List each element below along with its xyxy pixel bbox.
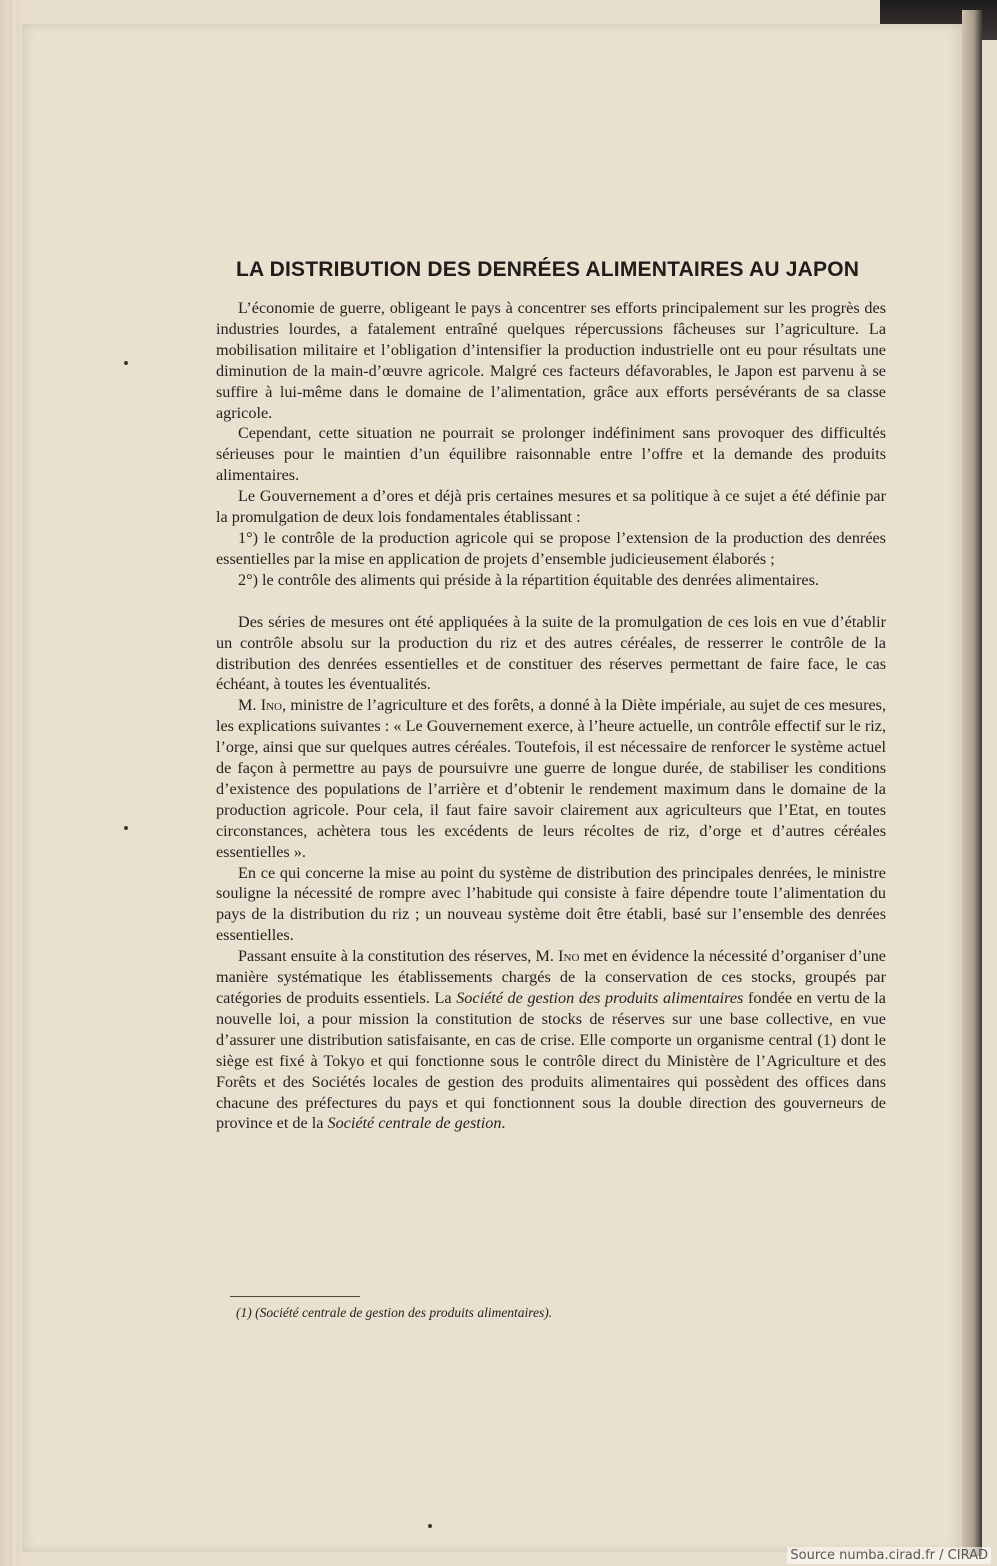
paragraph: En ce qui concerne la mise au point du système de distribution des principales denrées, le ministre souligne la nécessité de rompre avec l’habitude qui consiste à faire dépendre toute l’alimentation du pays de la distribution du riz ; un nouveau système doit être établi, basé sur l’ensemble des denrées essentielles. (216, 863, 886, 945)
paragraph (216, 946, 886, 1134)
source-credit: Source numba.cirad.fr / CIRAD (787, 1547, 991, 1564)
text-span: Passant ensuite à la constitution des réserves, M. (238, 947, 559, 966)
paragraph (216, 695, 886, 862)
paragraph: Cependant, cette situation ne pourrait se prolonger indéfiniment sans provoquer des difficultés sérieuses pour le maintien d’un équilibre raisonnable entre l’offre et la demande des produits alimentaires. (216, 424, 886, 485)
footnote: (1) (Société centrale de gestion des produits alimentaires). (236, 1305, 553, 1320)
margin-mark (428, 1524, 432, 1528)
page-right-edge (962, 10, 982, 1556)
paragraph: Des séries de mesures ont été appliquées à la suite de la promulgation de ces lois en vue d’établir un contrôle absolu sur la production du riz et des autres céréales, de resserrer le contrôle de la distribution des denrées essentielles et de constituer des réserves permettant de faire face, le cas échéant, à toutes les éventualités. (216, 612, 886, 694)
paragraph: 2°) le contrôle des aliments qui préside à la répartition équitable des denrées alimentaires. (238, 570, 819, 589)
text-span: M. (238, 696, 261, 715)
margin-mark (124, 361, 128, 365)
text-span: met en évidence la nécessité d’organiser d’une manière systématique les établissements chargés de la conservation de ces stocks, groupés par catégories de produits essentiels. La (216, 947, 886, 1007)
footnote-rule (230, 1296, 360, 1297)
text-span: , ministre de l’agriculture et des forêts, a donné à la Diète impériale, au sujet de ces mesures, les explications suivantes : « Le Gouvernement exerce, à l’heure actuelle, un contrôle effectif sur le riz, l’orge, ainsi que sur quelques autres céréales. Toutefois, il est nécessaire de renforcer le système actuel de façon à permettre au pays de poursuivre une guerre de longue durée, de stabiliser les conditions d’existence des populations de l’arrière et d’obtenir le rendement maximum dans le domaine de la production agricole. Pour cela, il faut faire savoir clairement aux agriculteurs que l’Etat, en toutes circonstances, achètera tous les excédents de leurs récoltes de riz, d’orge et d’autres céréales essentielles ». (216, 696, 886, 861)
text-span: fondée en vertu de la nouvelle loi, a pour mission la constitution de stocks de réserves sur une base collective, en vue d’assurer une distribution satisfaisante, en cas de crise. Elle comporte un organisme central (1) dont le siège est fixé à Tokyo et qui fonctionne sous le contrôle direct du Ministère de l’Agriculture et des Forêts et des Sociétés locales de gestion des produits alimentaires qui possèdent des offices dans chacune des préfectures du pays et qui fonctionnent sous la double direction des gouverneurs de province et de la (216, 989, 886, 1133)
paragraph: Le Gouvernement a d’ores et déjà pris certaines mesures et sa politique à ce sujet a été définie par la promulgation de deux lois fondamentales établissant : (216, 487, 886, 527)
person-name: Ino (558, 947, 580, 966)
paragraph: L’économie de guerre, obligeant le pays à concentrer ses efforts principalement sur les progrès des industries lourdes, a fatalement entraîné quelques répercussions fâcheuses sur l’agriculture. La mobilisation militaire et l’obligation d’intensifier la production industrielle ont eu pour résultats une diminution de la main-d’œuvre agricole. Malgré ces facteurs défavorables, le Japon est parvenu à se suffire à lui-même dans le domaine de l’alimentation, grâce aux efforts persévérants de sa classe agricole. (216, 299, 886, 422)
paragraph: 1°) le contrôle de la production agricole qui se propose l’extension de la production des denrées essentielles par la mise en application de projets d’ensemble judicieusement élaborés ; (216, 528, 886, 568)
margin-mark (124, 826, 128, 830)
page-title: LA DISTRIBUTION DES DENRÉES ALIMENTAIRES AU JAPON (236, 258, 860, 281)
text-span: . (501, 1114, 506, 1133)
italic-span: Société centrale de gestion (327, 1114, 502, 1133)
italic-span: Société de gestion des produits alimentaires (456, 989, 744, 1007)
body-text (216, 298, 886, 1134)
person-name: Ino (260, 696, 282, 715)
